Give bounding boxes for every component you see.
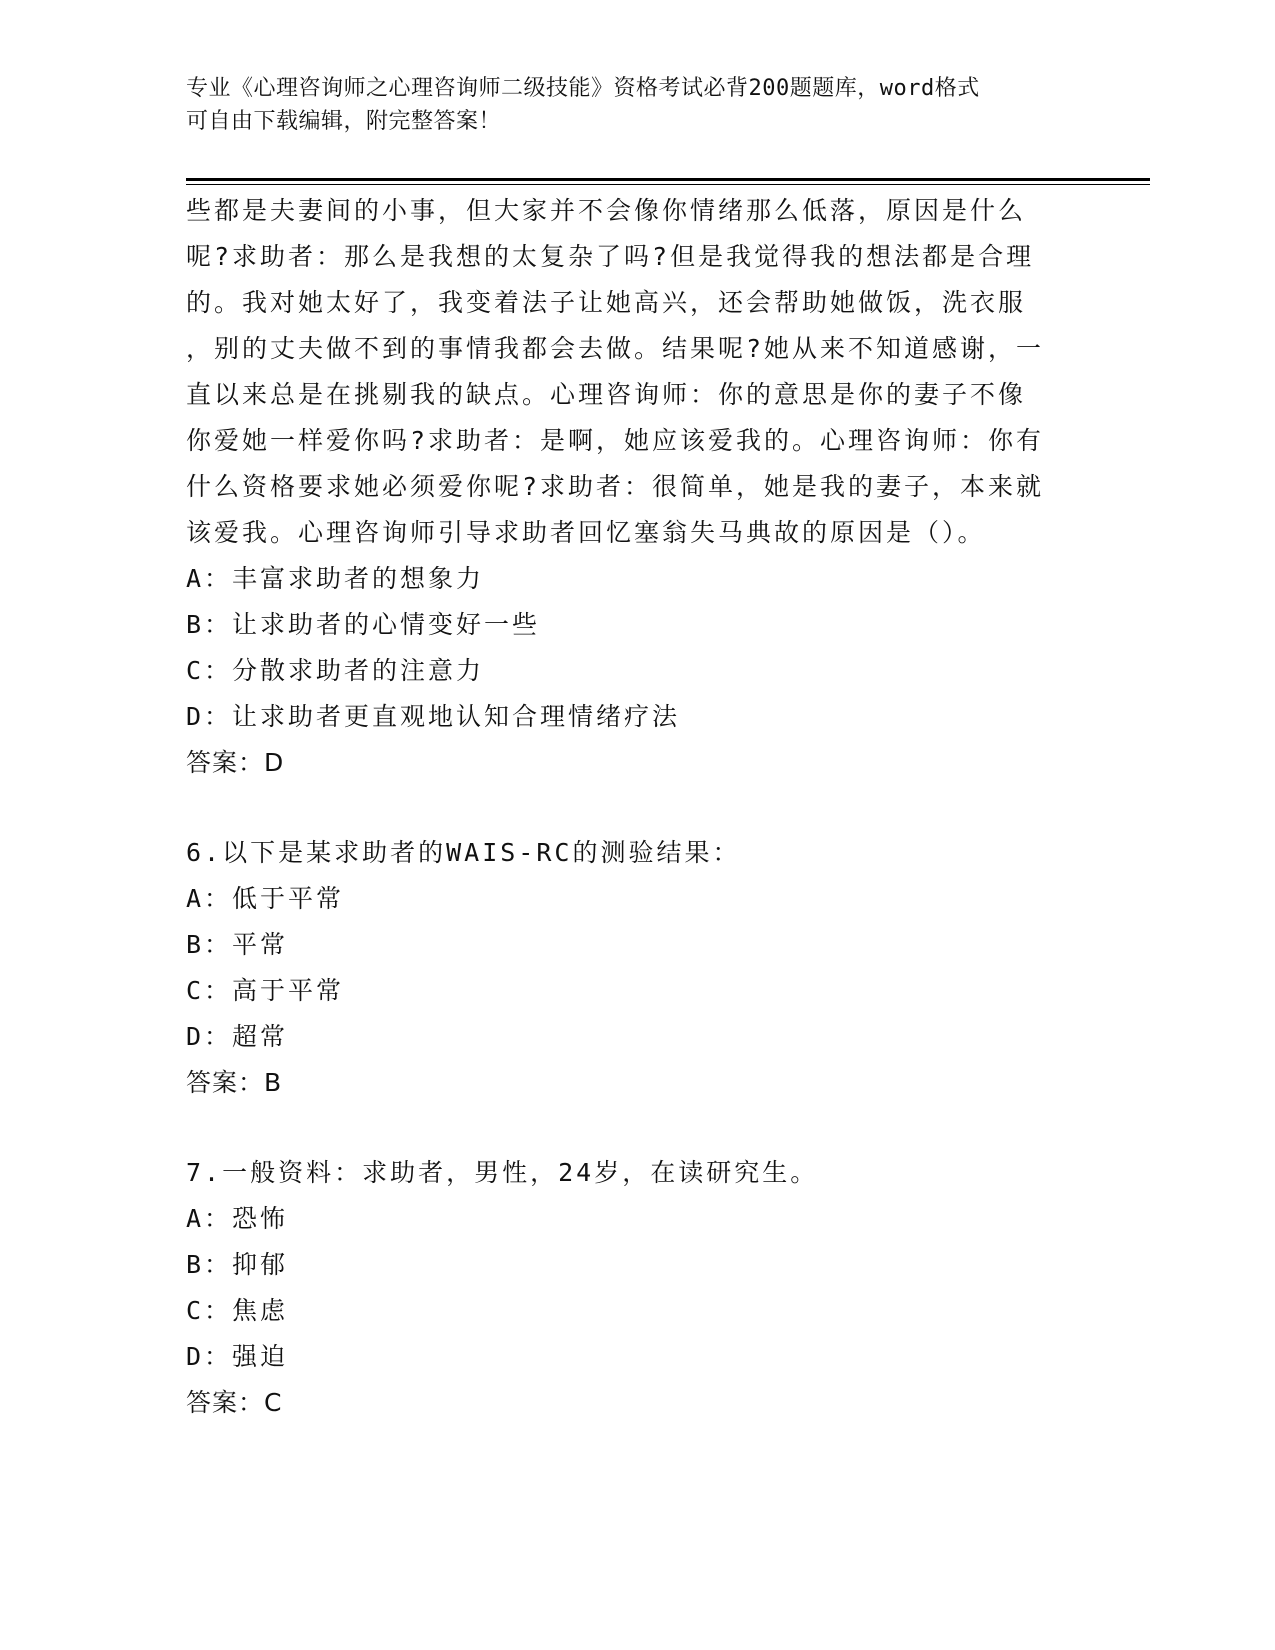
question-5-text-line: 直以来总是在挑剔我的缺点。心理咨询师：你的意思是你的妻子不像 (186, 380, 1027, 409)
spacer (186, 786, 1086, 830)
header-line-1: 专业《心理咨询师之心理咨询师二级技能》资格考试必背200题题库，word格式 (186, 76, 980, 101)
question-6-option-c: C：高于平常 (186, 976, 345, 1005)
spacer (186, 1106, 1086, 1150)
question-5-text-line: 呢?求助者：那么是我想的太复杂了吗?但是我觉得我的想法都是合理 (186, 242, 1035, 271)
question-5-text-line: 的。我对她太好了，我变着法子让她高兴，还会帮助她做饭，洗衣服 (186, 288, 1027, 317)
question-6-option-b: B：平常 (186, 930, 289, 959)
question-5-text-line: 些都是夫妻间的小事，但大家并不会像你情绪那么低落，原因是什么 (186, 196, 1027, 225)
question-7-title: 7.一般资料：求助者，男性，24岁，在读研究生。 (186, 1158, 819, 1187)
question-7-option-b: B：抑郁 (186, 1250, 289, 1279)
question-7-block (186, 1150, 1086, 1426)
question-6-answer: 答案：B (186, 1068, 283, 1097)
question-7-option-d: D：强迫 (186, 1342, 289, 1371)
question-6-option-a: A：低于平常 (186, 884, 345, 913)
question-5-answer: 答案：D (186, 748, 285, 777)
question-5-text-line: 你爱她一样爱你吗?求助者：是啊，她应该爱我的。心理咨询师：你有 (186, 426, 1045, 455)
question-7-option-a: A：恐怖 (186, 1204, 289, 1233)
question-7-option-c: C：焦虑 (186, 1296, 289, 1325)
question-7-answer: 答案：C (186, 1388, 283, 1417)
question-5-text-line: ，别的丈夫做不到的事情我都会去做。结果呢?她从来不知道感谢，一 (186, 334, 1045, 363)
document-header (186, 72, 1066, 138)
question-5-text-line: 什么资格要求她必须爱你呢?求助者：很简单，她是我的妻子，本来就 (186, 472, 1045, 501)
question-5-option-b: B：让求助者的心情变好一些 (186, 610, 541, 639)
header-line-2: 可自由下载编辑，附完整答案！ (186, 109, 502, 134)
header-rule-thin (186, 184, 1150, 185)
question-5-option-d: D：让求助者更直观地认知合理情绪疗法 (186, 702, 681, 731)
question-5-block (186, 188, 1086, 786)
question-5-text-line: 该爱我。心理咨询师引导求助者回忆塞翁失马典故的原因是（）。 (186, 518, 986, 547)
question-6-block (186, 830, 1086, 1106)
document-body (186, 188, 1086, 1426)
question-5-option-a: A：丰富求助者的想象力 (186, 564, 485, 593)
question-5-option-c: C：分散求助者的注意力 (186, 656, 485, 685)
question-6-title: 6.以下是某求助者的WAIS-RC的测验结果： (186, 838, 741, 867)
header-rule-thick (186, 178, 1150, 181)
question-6-option-d: D：超常 (186, 1022, 289, 1051)
